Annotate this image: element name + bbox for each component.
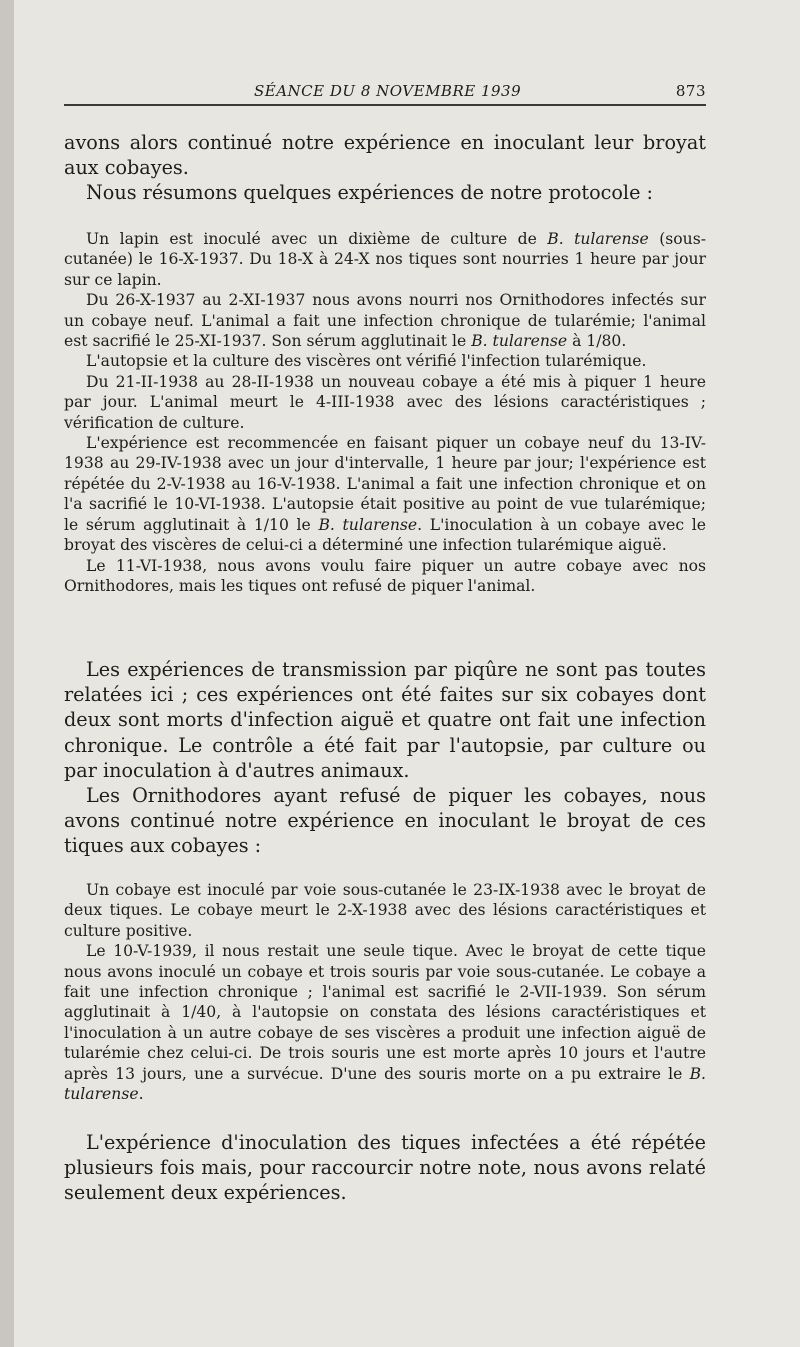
running-header <box>64 82 706 106</box>
page-edge-shadow <box>0 0 14 1347</box>
protocol-1-paragraph-1: Un lapin est inoculé avec un dixième de culture de B. tularense (sous-cutanée) le 16-X-1937. Du 18-X à 24-X nos tiques sont nourries 1 heure par jour sur ce lapin. <box>64 230 706 289</box>
middle-paragraph-2: Les Ornithodores ayant refusé de piquer les cobayes, nous avons continué notre expérience en inoculant le broyat de ces tiques aux cobayes : <box>64 784 706 858</box>
protocol-2-paragraph-1: Un cobaye est inoculé par voie sous-cutanée le 23-IX-1938 avec le broyat de deux tiques. Le cobaye meurt le 2-X-1938 avec des lésions caractéristiques et culture positive. <box>64 881 706 940</box>
running-title: SÉANCE DU 8 NOVEMBRE 1939 <box>254 82 522 100</box>
conclusion-paragraph: L'expérience d'inoculation des tiques infectées a été répétée plusieurs fois mais, pour raccourcir notre note, nous avons relaté seulement deux expériences. <box>64 1131 706 1205</box>
species-name: B. tularense <box>471 332 568 351</box>
species-name: B. tularense <box>318 515 418 534</box>
intro-section <box>64 130 706 206</box>
protocol-2 <box>64 880 706 1104</box>
middle-paragraph-1: Les expériences de transmission par piqûre ne sont pas toutes relatées ici ; ces expériences ont été faites sur six cobayes dont deux sont morts d'infection aiguë et quatre ont fait une infection chronique. Le contrôle a été fait par l'autopsie, par culture ou par inoculation à d'autres animaux. <box>64 658 706 782</box>
protocol-1-paragraph-5: L'expérience est recommencée en faisant piquer un cobaye neuf du 13-IV-1938 au 29-IV-1938 avec un jour d'intervalle, 1 heure par jour; l'expérience est répétée du 2-V-1938 au 16-V-1938. L'animal a fait une infection chronique et on l'a sacrifié le 10-VI-1938. L'autopsie était positive au point de vue tularémique; le sérum agglutinait à 1/10 le B. tularense. L'inoculation à un cobaye avec le broyat des viscères de celui-ci a déterminé une infection tularémique aiguë. <box>64 434 707 555</box>
conclusion-section <box>64 1130 706 1206</box>
species-name: B. tularense <box>547 230 649 248</box>
protocol-1-paragraph-6: Le 11-VI-1938, nous avons voulu faire piquer un autre cobaye avec nos Ornithodores, mais les tiques ont refusé de piquer l'animal. <box>64 556 706 595</box>
protocol-1 <box>64 229 706 596</box>
page-number: 873 <box>675 82 706 100</box>
species-name: B. tularense <box>64 1064 706 1104</box>
intro-paragraph-2: Nous résumons quelques expériences de notre protocole : <box>86 181 653 205</box>
protocol-1-paragraph-2: Du 26-X-1937 au 2-XI-1937 nous avons nourri nos Ornithodores infectés sur un cobaye neuf. L'animal a fait une infection chronique de tularémie; l'animal est sacrifié le 25-XI-1937. Son sérum agglutinait le B. tularense à 1/80. <box>64 291 706 351</box>
protocol-2-paragraph-2: Le 10-V-1939, il nous restait une seule tique. Avec le broyat de cette tique nous avons inoculé un cobaye et trois souris par voie sous-cutanée. Le cobaye a fait une infection chronique ; l'animal est sacrifié le 2-VII-1939. Son sérum agglutinait à 1/40, à l'autopsie on constata des lésions caractéristiques et l'inoculation à un autre cobaye de ses viscères a produit une infection aiguë de tularémie chez celui-ci. De trois souris une est morte après 10 jours et l'autre après 13 jours, une a survécue. D'une des souris morte on a pu extraire le B. tularense. <box>64 942 706 1104</box>
protocol-1-paragraph-3: L'autopsie et la culture des viscères ont vérifié l'infection tularémique. <box>86 352 647 371</box>
middle-section <box>64 657 706 859</box>
intro-paragraph-1: avons alors continué notre expérience en inoculant leur broyat aux cobayes. <box>64 131 706 180</box>
protocol-1-paragraph-4: Du 21-II-1938 au 28-II-1938 un nouveau cobaye a été mis à piquer 1 heure par jour. L'animal meurt le 4-III-1938 avec des lésions caractéristiques ; vérification de culture. <box>64 372 706 432</box>
